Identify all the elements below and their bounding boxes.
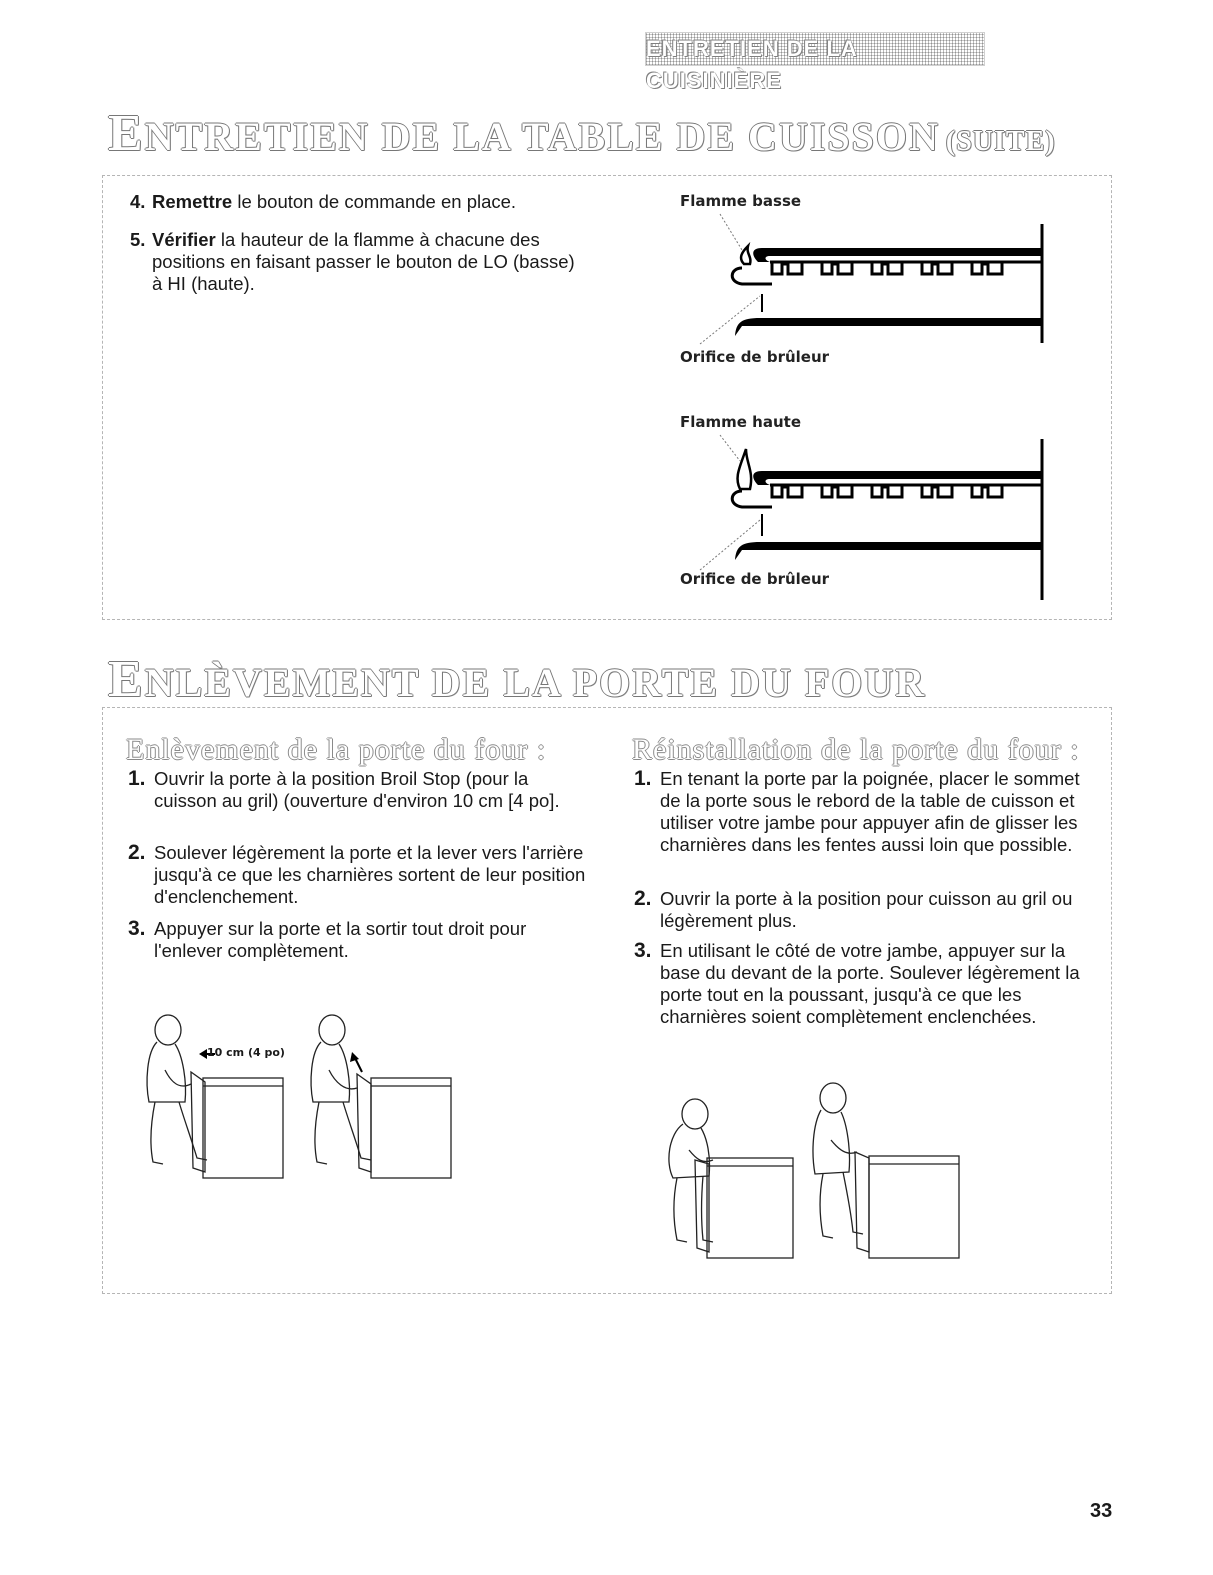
section1-step-4 <box>130 191 600 213</box>
step-number: 2. <box>634 887 652 910</box>
step-text: le bouton de commande en place. <box>232 191 517 212</box>
step-number: 1. <box>634 767 652 790</box>
step-text: la hauteur de la flamme à chacune des positions en faisant passer le bouton de LO (basse) à HI (haute). <box>152 229 575 294</box>
step-number: 3. <box>128 917 146 940</box>
left-step-2 <box>128 842 593 908</box>
step-number: 1. <box>128 767 146 790</box>
burner-base-low <box>680 286 1050 346</box>
step-keyword: Vérifier <box>152 229 216 250</box>
right-step-3 <box>634 940 1094 1028</box>
left-step-3 <box>128 918 588 962</box>
header-band <box>645 32 985 93</box>
section1-title-suite: (SUITE) <box>945 126 1056 157</box>
right-subtitle: Réinstallation de la porte du four : <box>632 733 1080 766</box>
burner-diagram-low <box>680 212 1050 287</box>
section1-title-rest: NTRETIEN DE LA TABLE DE CUISSON <box>144 114 940 159</box>
step-number: 2. <box>128 841 146 864</box>
step-text: En tenant la porte par la poignée, placer le sommet de la porte sous le rebord de la table de cuisson et utiliser votre jambe pour appuyer afin de glisser les charnières dans les fentes aussi loin que possible. <box>660 768 1080 855</box>
figure2-orifice-label: Orifice de brûleur <box>680 570 830 588</box>
step-number: 3. <box>634 939 652 962</box>
door-reinstall-illustration <box>655 1080 975 1270</box>
header-label: ENTRETIEN DE LA CUISINIÈRE <box>646 36 857 93</box>
dimension-label: 10 cm (4 po) <box>207 1046 285 1059</box>
door-removal-illustration <box>135 1012 465 1192</box>
section2-title-rest: NLÈVEMENT DE LA PORTE DU FOUR <box>144 660 927 705</box>
section1-title-cap: E <box>108 105 145 162</box>
step-text: En utilisant le côté de votre jambe, appuyer sur la base du devant de la porte. Soulever légèrement la porte tout en la poussant, jusqu'à ce que les charnières soient complètement enclenchées. <box>660 940 1080 1027</box>
left-step-1 <box>128 768 588 812</box>
section1-step-5 <box>130 229 580 295</box>
section2-title-cap: E <box>108 651 145 708</box>
step-text: Appuyer sur la porte et la sortir tout droit pour l'enlever complètement. <box>154 918 527 961</box>
section1-title <box>108 104 1056 163</box>
step-keyword: Remettre <box>152 191 233 212</box>
section2-title <box>108 650 926 709</box>
page-number: 33 <box>1090 1500 1113 1522</box>
step-number: 5. <box>130 229 146 250</box>
right-step-1 <box>634 768 1094 856</box>
figure1-flame-label: Flamme basse <box>680 192 802 210</box>
right-step-2 <box>634 888 1094 932</box>
figure2-flame-label: Flamme haute <box>680 413 801 431</box>
figure1-orifice-label: Orifice de brûleur <box>680 348 830 366</box>
left-subtitle: Enlèvement de la porte du four : <box>126 733 547 766</box>
step-text: Soulever légèrement la porte et la lever vers l'arrière jusqu'à ce que les charnières sortent de leur position d'enclenchement. <box>154 842 586 907</box>
step-text: Ouvrir la porte à la position Broil Stop (pour la cuisson au gril) (ouverture d'environ 10 cm [4 po]. <box>154 768 560 811</box>
step-number: 4. <box>130 191 146 212</box>
burner-diagram-high <box>680 433 1050 511</box>
step-text: Ouvrir la porte à la position pour cuisson au gril ou légèrement plus. <box>660 888 1073 931</box>
